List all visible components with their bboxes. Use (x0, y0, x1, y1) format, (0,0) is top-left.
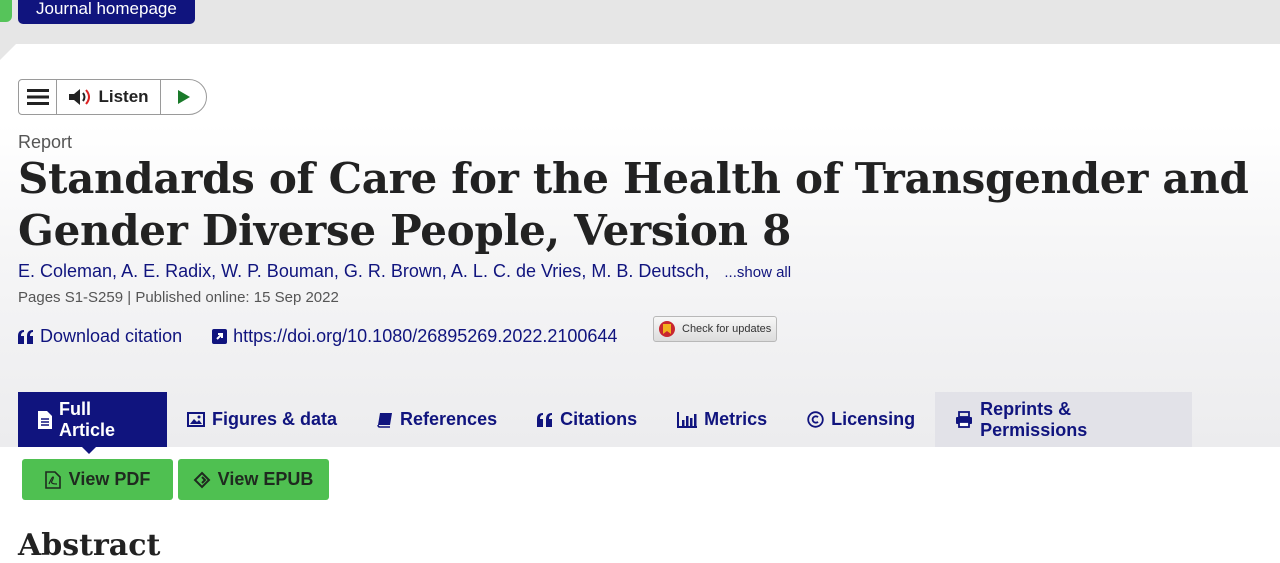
speaker-icon (68, 87, 92, 107)
view-pdf-button[interactable] (22, 459, 173, 500)
external-link-icon (212, 329, 227, 344)
play-button[interactable] (160, 80, 206, 114)
bar-chart-icon (677, 412, 697, 428)
view-epub-label: View EPUB (217, 469, 314, 489)
header-notch (0, 40, 20, 60)
copyright-icon (807, 411, 824, 428)
hamburger-icon (27, 88, 49, 106)
citation-row (18, 326, 617, 347)
author-list: E. Coleman, A. E. Radix, W. P. Bouman, G. R. Brown, A. L. C. de Vries, M. B. Deutsch, ...show all (18, 261, 792, 281)
published-date: Published online: 15 Sep 2022 (135, 289, 339, 306)
tab-full-article[interactable] (18, 392, 167, 447)
abstract-heading: Abstract (18, 528, 161, 563)
tab-label: Figures & data (212, 409, 338, 429)
pdf-file-icon (45, 471, 61, 489)
article-title: Standards of Care for the Health of Transgender and Gender Diverse People, Version 8 (18, 154, 1249, 255)
printer-icon (955, 412, 973, 428)
article-type: Report (18, 132, 73, 152)
tab-label: References (400, 409, 498, 429)
tab-metrics[interactable] (657, 392, 787, 447)
author-link[interactable]: E. Coleman (18, 261, 113, 281)
author-link[interactable]: G. R. Brown (343, 261, 442, 281)
listen-menu-button[interactable] (19, 80, 57, 114)
author-link[interactable]: A. E. Radix (121, 261, 212, 281)
view-pdf-label: View PDF (68, 469, 151, 489)
view-epub-button[interactable] (178, 459, 329, 500)
tab-figures-data[interactable] (167, 392, 357, 447)
listen-button[interactable] (57, 80, 160, 114)
tab-references[interactable] (357, 392, 517, 447)
tab-label: Reprints & Permissions (980, 398, 1088, 440)
tab-label: Full Article (59, 398, 116, 440)
journal-homepage-button[interactable]: Journal homepage (18, 0, 195, 24)
document-icon (38, 411, 52, 429)
doi-link[interactable] (212, 326, 617, 347)
quote-icon (18, 330, 34, 344)
listen-label: Listen (98, 87, 149, 106)
tab-label: Licensing (831, 409, 916, 429)
download-citation-label: Download citation (40, 326, 183, 346)
check-for-updates-label: Check for updates (682, 323, 772, 335)
tab-label: Metrics (704, 409, 768, 429)
tab-label: Citations (560, 409, 638, 429)
crossmark-icon (658, 320, 676, 338)
tab-reprints-permissions[interactable] (935, 392, 1192, 447)
publication-info (18, 289, 339, 306)
play-icon (177, 89, 191, 105)
show-all-authors-link[interactable]: ...show all (724, 264, 792, 281)
green-accent (0, 0, 12, 22)
quote-icon (537, 413, 553, 427)
image-icon (187, 412, 205, 427)
book-icon (377, 412, 393, 428)
page-range: Pages S1-S259 (18, 289, 124, 306)
author-link[interactable]: M. B. Deutsch (591, 261, 705, 281)
author-link[interactable]: A. L. C. de Vries (450, 261, 582, 281)
download-citation-link[interactable] (18, 326, 182, 347)
doi-url: https://doi.org/10.1080/26895269.2022.2100644 (233, 326, 618, 346)
info-separator: | (127, 289, 136, 306)
check-for-updates-button[interactable] (653, 316, 777, 342)
tab-citations[interactable] (517, 392, 657, 447)
article-tabs (18, 392, 1192, 447)
epub-icon (194, 472, 210, 488)
tab-licensing[interactable] (787, 392, 935, 447)
author-link[interactable]: W. P. Bouman (221, 261, 334, 281)
listen-widget (18, 79, 207, 115)
